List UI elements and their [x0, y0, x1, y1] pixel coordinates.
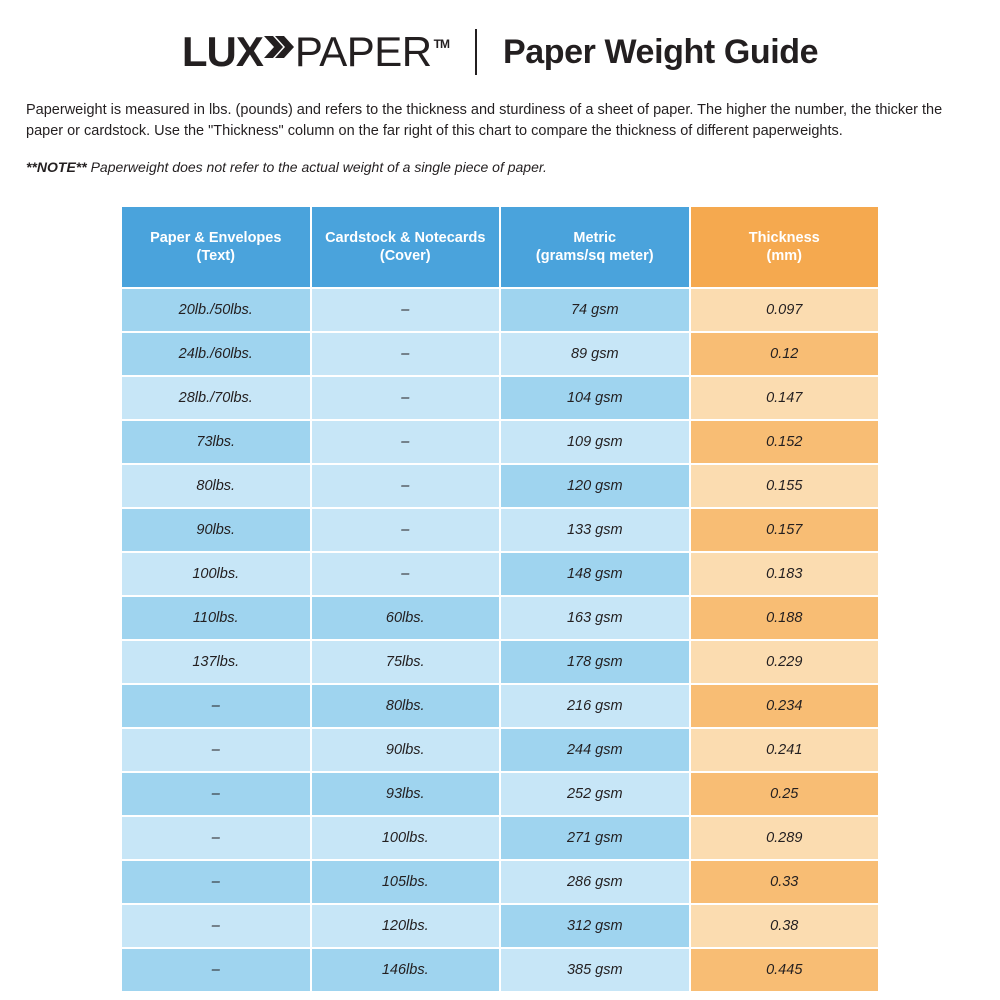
cell-metric: 133 gsm [501, 509, 689, 551]
table-row [122, 685, 878, 727]
cell-thickness: 0.38 [691, 905, 879, 947]
cell-metric: 385 gsm [501, 949, 689, 991]
cell-thickness: 0.188 [691, 597, 879, 639]
table-header-row [122, 207, 878, 287]
cell-cover: 60lbs. [312, 597, 500, 639]
cell-thickness: 0.229 [691, 641, 879, 683]
cell-thickness: 0.097 [691, 289, 879, 331]
cell-cover: 105lbs. [312, 861, 500, 903]
cell-cover: – [312, 377, 500, 419]
cell-metric: 109 gsm [501, 421, 689, 463]
table-row [122, 773, 878, 815]
cell-thickness: 0.157 [691, 509, 879, 551]
cell-metric: 104 gsm [501, 377, 689, 419]
cell-cover: 80lbs. [312, 685, 500, 727]
cell-cover: – [312, 509, 500, 551]
cell-cover: – [312, 421, 500, 463]
column-header-cover-line1: Cardstock & Notecards [325, 229, 486, 246]
table-row [122, 289, 878, 331]
cell-text: 24lb./60lbs. [122, 333, 310, 375]
cell-text: – [122, 685, 310, 727]
cell-cover: – [312, 289, 500, 331]
cell-thickness: 0.33 [691, 861, 879, 903]
cell-thickness: 0.445 [691, 949, 879, 991]
cell-text: – [122, 861, 310, 903]
column-header-thickness-line2: (mm) [766, 247, 802, 264]
column-header-text-line1: Paper & Envelopes [150, 229, 282, 246]
table-row [122, 641, 878, 683]
cell-text: 20lb./50lbs. [122, 289, 310, 331]
cell-cover: 100lbs. [312, 817, 500, 859]
table-row [122, 333, 878, 375]
cell-metric: 178 gsm [501, 641, 689, 683]
cell-cover: – [312, 465, 500, 507]
cell-thickness: 0.183 [691, 553, 879, 595]
paper-weight-table-wrapper [120, 205, 880, 993]
table-row [122, 597, 878, 639]
header-divider [475, 29, 477, 75]
cell-text: 137lbs. [122, 641, 310, 683]
cell-metric: 286 gsm [501, 861, 689, 903]
paper-weight-table [120, 205, 880, 993]
column-header-text-line2: (Text) [196, 247, 235, 264]
column-header-thickness-line1: Thickness [748, 229, 820, 246]
table-row [122, 553, 878, 595]
table-row [122, 421, 878, 463]
cell-text: – [122, 773, 310, 815]
page-title: Paper Weight Guide [502, 32, 819, 71]
cell-thickness: 0.241 [691, 729, 879, 771]
cell-text: 28lb./70lbs. [122, 377, 310, 419]
cell-text: – [122, 949, 310, 991]
cell-text: 80lbs. [122, 465, 310, 507]
cell-text: – [122, 729, 310, 771]
table-row [122, 377, 878, 419]
cell-thickness: 0.289 [691, 817, 879, 859]
intro-note-text: Paperweight does not refer to the actual weight of a single piece of paper. [86, 158, 547, 175]
cell-metric: 89 gsm [501, 333, 689, 375]
cell-text: – [122, 905, 310, 947]
table-body [122, 289, 878, 991]
cell-thickness: 0.234 [691, 685, 879, 727]
table-row [122, 729, 878, 771]
cell-text: 73lbs. [122, 421, 310, 463]
cell-metric: 244 gsm [501, 729, 689, 771]
cell-metric: 252 gsm [501, 773, 689, 815]
cell-thickness: 0.12 [691, 333, 879, 375]
cell-text: 100lbs. [122, 553, 310, 595]
cell-metric: 74 gsm [501, 289, 689, 331]
cell-text: 90lbs. [122, 509, 310, 551]
cell-metric: 120 gsm [501, 465, 689, 507]
table-row [122, 861, 878, 903]
intro-paragraph: Paperweight is measured in lbs. (pounds) and refers to the thickness and sturdiness of a sheet of paper. The higher the number, the thicker the paper or cardstock. Use the "Thickness" column on the far right of this chart to compare the thickness of different paperweights. [26, 102, 943, 140]
column-header-cover [312, 207, 500, 287]
intro-note [26, 159, 974, 175]
column-header-cover-line2: (Cover) [379, 247, 431, 264]
cell-thickness: 0.152 [691, 421, 879, 463]
column-header-thickness [691, 207, 879, 287]
table-header [122, 207, 878, 287]
cell-thickness: 0.147 [691, 377, 879, 419]
cell-metric: 312 gsm [501, 905, 689, 947]
cell-metric: 271 gsm [501, 817, 689, 859]
table-row [122, 949, 878, 991]
cell-text: – [122, 817, 310, 859]
cell-cover: 90lbs. [312, 729, 500, 771]
column-header-text [122, 207, 310, 287]
column-header-metric-line2: (grams/sq meter) [535, 247, 654, 264]
table-row [122, 509, 878, 551]
cell-cover: 75lbs. [312, 641, 500, 683]
logo-paper-text: PAPER [294, 28, 432, 75]
page-header [0, 0, 1000, 76]
column-header-metric-line1: Metric [573, 229, 617, 246]
cell-cover: 93lbs. [312, 773, 500, 815]
cell-thickness: 0.25 [691, 773, 879, 815]
cell-metric: 216 gsm [501, 685, 689, 727]
cell-thickness: 0.155 [691, 465, 879, 507]
cell-cover: 120lbs. [312, 905, 500, 947]
cell-text: 110lbs. [122, 597, 310, 639]
cell-cover: – [312, 553, 500, 595]
table-row [122, 905, 878, 947]
logo-lux-text: LUX [181, 28, 263, 75]
cell-metric: 148 gsm [501, 553, 689, 595]
logo-trademark-text: TM [433, 37, 449, 51]
cell-cover: 146lbs. [312, 949, 500, 991]
lux-paper-logo [182, 28, 449, 76]
column-header-metric [501, 207, 689, 287]
chevron-double-right-icon [264, 30, 294, 69]
table-row [122, 465, 878, 507]
intro-note-label: **NOTE** [26, 158, 87, 175]
table-row [122, 817, 878, 859]
cell-cover: – [312, 333, 500, 375]
cell-metric: 163 gsm [501, 597, 689, 639]
